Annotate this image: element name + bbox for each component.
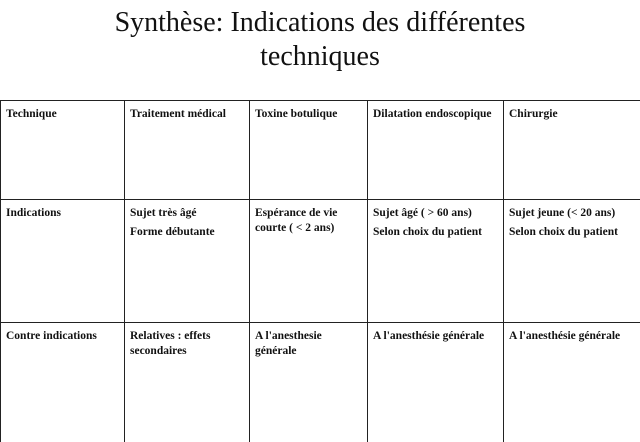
table-row-contre-indications bbox=[1, 323, 640, 442]
table-header-row bbox=[1, 101, 640, 200]
cell-text: Selon choix du patient bbox=[509, 226, 618, 238]
slide-title bbox=[0, 6, 640, 74]
title-line-2: techniques bbox=[260, 41, 380, 72]
table-row-indications bbox=[1, 200, 640, 323]
header-traitement-medical: Traitement médical bbox=[125, 101, 250, 200]
cell-indications-dilatation bbox=[368, 200, 504, 323]
techniques-table bbox=[0, 100, 640, 442]
cell-text: Sujet jeune (< 20 ans) bbox=[509, 207, 616, 219]
cell-text: Sujet très âgé bbox=[130, 207, 197, 219]
cell-contre-traitement: Relatives : effets secondaires bbox=[125, 323, 250, 442]
cell-indications-chirurgie bbox=[504, 200, 640, 323]
cell-contre-chirurgie: A l'anesthésie générale bbox=[504, 323, 640, 442]
cell-text: Sujet âgé ( > 60 ans) bbox=[373, 207, 472, 219]
cell-text: Forme débutante bbox=[130, 226, 215, 238]
row-label-contre-indications: Contre indications bbox=[1, 323, 125, 442]
cell-contre-toxine: A l'anesthesie générale bbox=[250, 323, 368, 442]
header-toxine-botulique: Toxine botulique bbox=[250, 101, 368, 200]
title-line-1: Synthèse: Indications des différentes bbox=[114, 7, 526, 38]
cell-indications-toxine: Espérance de vie courte ( < 2 ans) bbox=[250, 200, 368, 323]
row-label-indications: Indications bbox=[1, 200, 125, 323]
cell-indications-traitement bbox=[125, 200, 250, 323]
header-dilatation-endoscopique: Dilatation endoscopique bbox=[368, 101, 504, 200]
header-technique: Technique bbox=[1, 101, 125, 200]
cell-text: Selon choix du patient bbox=[373, 226, 482, 238]
cell-contre-dilatation: A l'anesthésie générale bbox=[368, 323, 504, 442]
header-chirurgie: Chirurgie bbox=[504, 101, 640, 200]
